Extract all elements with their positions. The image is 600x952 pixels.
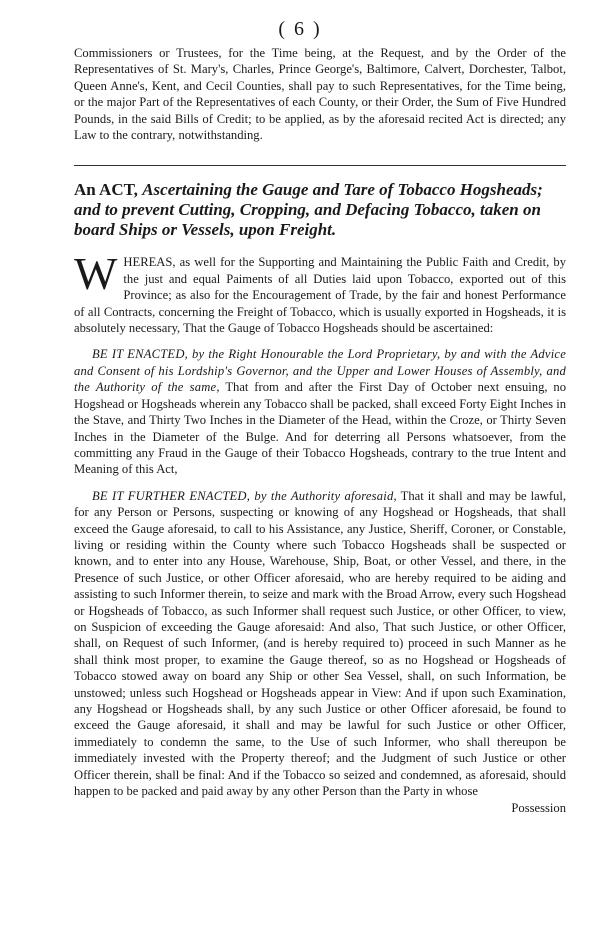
enacted-lead: BE IT ENACTED, by the Right Honourable the Lord Proprietary, by and with the Advice and Consent of his Lordship's Governor, and the Upper and Lower Houses of Assembly, and the Authority of the same,	[74, 347, 566, 395]
page-number: ( 6 )	[278, 18, 322, 40]
paragraph-whereas	[74, 248, 566, 336]
section-divider	[74, 165, 566, 166]
drop-cap: W	[74, 248, 118, 300]
act-title	[74, 180, 566, 240]
act-title-text: Ascertaining the Gauge and Tare of Tobacco Hogsheads; and to prevent Cutting, Cropping, and Defacing Tobacco, taken on board Ships or Vessels, upon Freight.	[74, 180, 543, 240]
paragraph-enacted	[74, 346, 566, 477]
act-title-lead: An ACT,	[74, 180, 143, 200]
enacted-text: That from and after the First Day of October next ensuing, no Hogshead or Hogsheads wherein any Tobacco shall be packed, shall exceed Forty Eight Inches in the Stave, and Thirty Two Inches in the Diameter of the Head, within the Croze, or Thirty Seven Inches in the Diameter of the Bulge. And for deterring all Persons whatsoever, from the committing any Fraud in the Gauge of their Tobacco Hogsheads, contrary to the true Intent and Meaning of this Act,	[74, 380, 566, 477]
catchword: Possession	[511, 801, 566, 816]
further-enacted-text: That it shall and may be lawful, for any Person or Persons, suspecting or knowing of any Hogshead or Hogsheads, that shall exceed the Gauge aforesaid, to call to his Assistance, any Justice, Sheriff, Coroner, or Constable, living or residing within the County where such Tobacco Hogsheads shall be suspected or known, and to enter into any House, Warehouse, Ship, Boat, or other Vessel, and there, in the Presence of such Justice, or other Officer aforesaid, who are hereby required to be aiding and assisting to such Informer therein, to seize and mark with the Broad Arrow, every such Hogshead or Hogsheads of Tobacco, as such Informer shall request such Justice, or other Officer, to view, on Suspicion of exceeding the Gauge aforesaid: And also, That such Justice, or other Officer, shall, on Request of such Informer, (and is hereby required to) proceed in such Manner as he shall think most proper, to examine the Gauge thereof, so as no Hogshead or Hogsheads of Tobacco stowed away on board any Ship or other Sea Vessel, shall, on such Information, be unstowed; unless such Hogshead or Hogsheads appear in View: And if upon such Examination, any Hogshead or Hogsheads shall, by any such Justice or other Officer aforesaid, be found to exceed the Gauge aforesaid, it shall and may be lawful for such Justice or other Officer, immediately to condemn the same, to the Use of such Informer, who shall thereupon be immediately invested with the Property thereof; and the Judgment of such Justice or other Officer therein, shall be final: And if the Tobacco so seized and condemned, as aforesaid, should happen to be packed and paid away by any other Person than the Party in whose	[74, 488, 567, 799]
paragraph-commissioners: Commissioners or Trustees, for the Time being, at the Request, and by the Order of the Representatives of St. Mary's, Charles, Prince George's, Baltimore, Calvert, Dorchester, Talbot, Queen Anne's, Kent, and Cecil Counties, shall pay to such Representatives, for the Time being, or the major Part of the Representatives of each County, or their Order, the Sum of Five Hundred Pounds, in the said Bills of Credit; to be applied, as by the aforesaid recited Act is directed; any Law to the contrary, notwithstanding.	[74, 46, 566, 143]
paragraph-further-enacted	[74, 488, 566, 800]
whereas-text: HEREAS, as well for the Supporting and Maintaining the Public Faith and Credit, by the just and equal Paiments of all Duties laid upon Tobacco, exported out of this Province; as also for the Encouragement of Trade, by the fair and honest Performance of all Contracts, concerning the Freight of Tobacco, which is usually exported in Hogsheads, it is absolutely necessary, That the Gauge of Tobacco Hogsheads should be ascertained:	[74, 255, 566, 336]
further-enacted-lead: BE IT FURTHER ENACTED, by the Authority aforesaid,	[92, 488, 397, 503]
